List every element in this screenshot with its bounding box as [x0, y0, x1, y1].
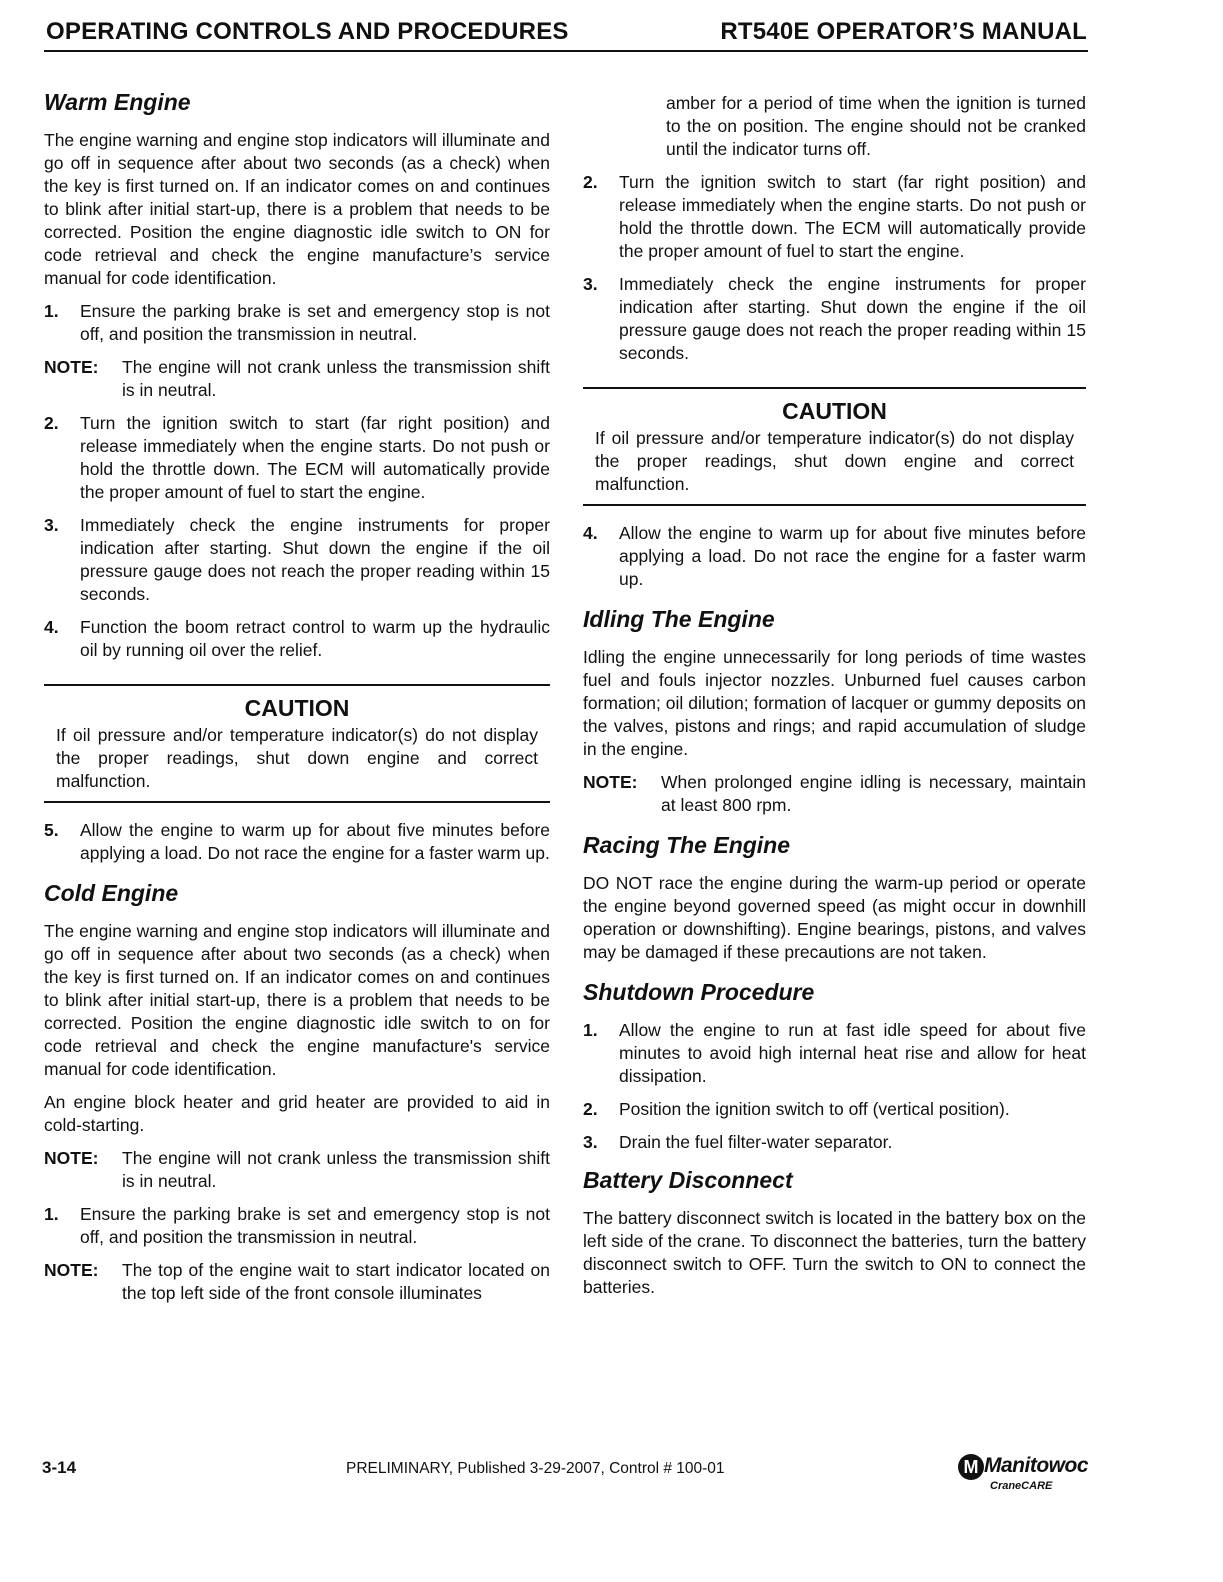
note-continuation: amber for a period of time when the ignition is turned to the on position. The engine should not be cranked until the indicator turns off. — [666, 93, 1086, 159]
step-number: 1. — [44, 1204, 59, 1224]
step-text: Immediately check the engine instruments for proper indication after starting. Shut down the engine if the oil pressure gauge does not reach the proper reading within 15 seconds. — [80, 515, 550, 604]
list-item — [583, 1131, 1086, 1154]
header-rule — [44, 50, 1088, 52]
note-text: The engine will not crank unless the transmission shift is in neutral. — [122, 1148, 550, 1191]
step-number: 1. — [44, 301, 59, 321]
step-text: Ensure the parking brake is set and emergency stop is not off, and position the transmission in neutral. — [80, 1204, 550, 1247]
caution-box — [583, 387, 1086, 506]
logo-subtitle: CraneCARE — [990, 1480, 1053, 1492]
step-number: 2. — [583, 1099, 598, 1119]
manual-title: RT540E OPERATOR’S MANUAL — [720, 18, 1087, 45]
racing-text: DO NOT race the engine during the warm-up period or operate the engine beyond governed speed (as might occur in downhill operation or downshifting). Engine bearings, pistons, and valves may be damaged if these precautions are not taken. — [583, 873, 1086, 962]
logo-wordmark: Manitowoc — [984, 1454, 1088, 1477]
caution-text: If oil pressure and/or temperature indicator(s) do not display the proper readings, shut down engine and correct malfunction. — [595, 428, 1074, 494]
step-text: Function the boom retract control to warm up the hydraulic oil by running oil over the relief. — [80, 617, 550, 660]
cold-engine-intro: The engine warning and engine stop indicators will illuminate and go off in sequence after about two seconds (as a check) when the key is first turned on. If an indicator comes on and continues to blink after initial start-up, there is a problem that needs to be corrected. Position the engine diagnostic idle switch to on for code retrieval and check the engine manufacture's service manual for code identification. — [44, 921, 550, 1079]
racing-heading: Racing The Engine — [583, 832, 791, 858]
publication-info: PRELIMINARY, Published 3-29-2007, Control # 100-01 — [346, 1460, 725, 1477]
note — [44, 1147, 550, 1193]
step-number: 2. — [44, 413, 59, 433]
caution-title: CAUTION — [782, 398, 887, 424]
step-number: 3. — [44, 515, 59, 535]
caution-text: If oil pressure and/or temperature indicator(s) do not display the proper readings, shut down engine and correct malfunction. — [56, 725, 538, 791]
list-item — [44, 300, 550, 346]
step-text: Ensure the parking brake is set and emergency stop is not off, and position the transmission in neutral. — [80, 301, 550, 344]
note-label: NOTE: — [44, 1260, 99, 1280]
step-text: Allow the engine to warm up for about five minutes before applying a load. Do not race the engine for a faster warm up. — [80, 820, 550, 863]
battery-heading: Battery Disconnect — [583, 1167, 793, 1193]
note-label: NOTE: — [583, 772, 638, 792]
left-column — [44, 88, 550, 1315]
list-item — [44, 819, 550, 865]
note-label: NOTE: — [44, 1148, 99, 1168]
note — [583, 771, 1086, 817]
caution-box — [44, 684, 550, 803]
idling-heading: Idling The Engine — [583, 606, 775, 632]
manitowoc-logo — [958, 1452, 1088, 1498]
note — [44, 1259, 550, 1305]
list-item — [583, 522, 1086, 591]
note-label: NOTE: — [44, 357, 99, 377]
step-number: 4. — [583, 523, 598, 543]
list-item — [44, 616, 550, 662]
step-text: Allow the engine to warm up for about five minutes before applying a load. Do not race the engine for a faster warm up. — [619, 523, 1086, 589]
battery-text: The battery disconnect switch is located in the battery box on the left side of the crane. To disconnect the batteries, turn the battery disconnect switch to OFF. Turn the switch to ON to connect the batteries. — [583, 1208, 1086, 1297]
idling-text: Idling the engine unnecessarily for long periods of time wastes fuel and fouls injector nozzles. Unburned fuel causes carbon formation; oil dilution; formation of lacquer or gummy deposits on the valves, pistons and rings; and rapid accumulation of sludge in the engine. — [583, 647, 1086, 759]
warm-engine-heading: Warm Engine — [44, 89, 191, 115]
step-text: Allow the engine to run at fast idle speed for about five minutes to avoid high internal heat rise and allow for heat dissipation. — [619, 1020, 1086, 1086]
step-number: 3. — [583, 1132, 598, 1152]
logo-icon: M — [958, 1454, 984, 1480]
list-item — [583, 171, 1086, 263]
warm-engine-intro: The engine warning and engine stop indicators will illuminate and go off in sequence after about two seconds (as a check) when the key is first turned on. If an indicator comes on and continues to blink after initial start-up, there is a problem that needs to be corrected. Position the engine diagnostic idle switch to ON for code retrieval and check the engine manufacture’s service manual for code identification. — [44, 130, 550, 288]
note-text: When prolonged engine idling is necessary, maintain at least 800 rpm. — [661, 772, 1086, 815]
list-item — [44, 1203, 550, 1249]
step-text: Drain the fuel filter-water separator. — [619, 1132, 893, 1152]
step-text: Turn the ignition switch to start (far right position) and release immediately when the engine starts. Do not push or hold the throttle down. The ECM will automatically provide the proper amount of fuel to start the engine. — [619, 172, 1086, 261]
list-item — [44, 514, 550, 606]
page-number: 3-14 — [42, 1458, 77, 1477]
note-text: The engine will not crank unless the transmission shift is in neutral. — [122, 357, 550, 400]
right-column — [583, 88, 1086, 1309]
step-number: 4. — [44, 617, 59, 637]
note — [44, 356, 550, 402]
step-text: Immediately check the engine instruments for proper indication after starting. Shut down the engine if the oil pressure gauge does not reach the proper reading within 15 seconds. — [619, 274, 1086, 363]
caution-title: CAUTION — [244, 695, 350, 721]
step-number: 5. — [44, 820, 59, 840]
shutdown-heading: Shutdown Procedure — [583, 979, 815, 1005]
step-number: 3. — [583, 274, 598, 294]
step-number: 2. — [583, 172, 598, 192]
cold-engine-heater: An engine block heater and grid heater are provided to aid in cold-starting. — [44, 1092, 550, 1135]
step-text: Turn the ignition switch to start (far right position) and release immediately when the engine starts. Do not push or hold the throttle down. The ECM will automatically provide the proper amount of fuel to start the engine. — [80, 413, 550, 502]
step-number: 1. — [583, 1020, 598, 1040]
list-item — [583, 1098, 1086, 1121]
cold-engine-heading: Cold Engine — [44, 880, 179, 906]
note-text: The top of the engine wait to start indicator located on the top left side of the front console illuminates — [122, 1260, 550, 1303]
list-item — [44, 412, 550, 504]
step-text: Position the ignition switch to off (vertical position). — [619, 1099, 1010, 1119]
section-header: OPERATING CONTROLS AND PROCEDURES — [46, 18, 569, 45]
list-item — [583, 1019, 1086, 1088]
list-item — [583, 273, 1086, 365]
